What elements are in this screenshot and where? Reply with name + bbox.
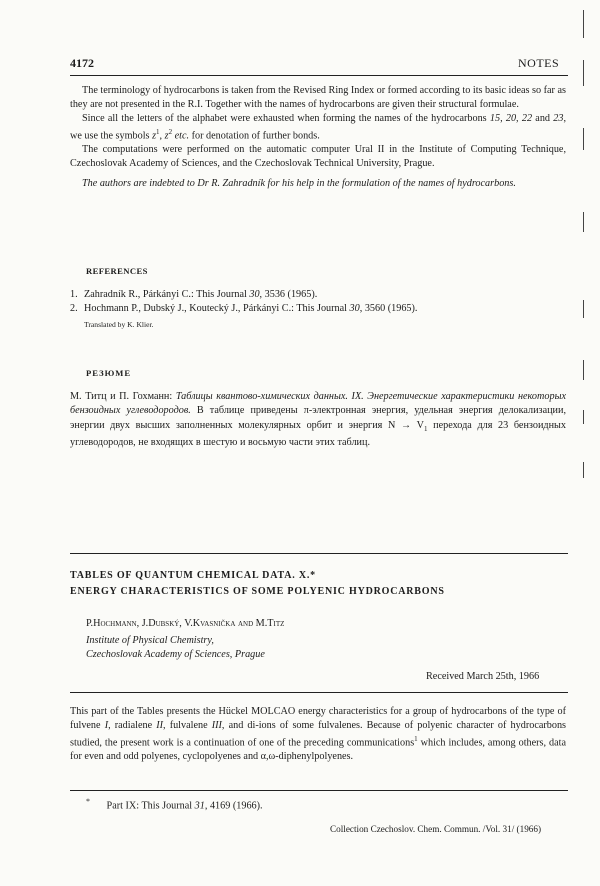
scan-edge-mark (583, 360, 584, 380)
intro-paragraph-2: Since all the letters of the alphabet were exhausted when forming the names of the hydrocarbons 15, 20, 22 and 23, we use the symbols $z^1$, $z^2$ etc. for denotation of further bonds. (70, 112, 566, 142)
article-rule (70, 553, 568, 554)
scan-edge-mark (583, 60, 584, 86)
scan-edge-mark (583, 128, 584, 150)
footnote: * Part IX: This Journal 31, 4169 (1966). (86, 797, 263, 812)
scan-edge-mark (583, 212, 584, 232)
scan-edge-mark (583, 10, 584, 38)
article-affiliation: Institute of Physical Chemistry, Czechoslovak Academy of Sciences, Prague (86, 635, 265, 660)
scan-edge-mark (583, 300, 584, 318)
scan-edge-mark (583, 462, 584, 478)
references-heading: REFERENCES (86, 266, 148, 276)
page-number: 4172 (70, 56, 94, 70)
article-title: TABLES OF QUANTUM CHEMICAL DATA. X.* ENERGY CHARACTERISTICS OF SOME POLYENIC HYDROCARBONS (70, 570, 445, 597)
resume-text: М. Титц и П. Гохманн: Таблицы квантово-химических данных. IX. Энергетические характеристики некоторых бензоидных углеводородов. В таблице приведены π-электронная энергия, удельная энергия делокализации, энергии двух высших заполненных молекулярных орбит и энергия $N \to V_1$ перехода для 23 бензоидных углеводородов, не входящих в шестую и восьмую части этих таблиц. (70, 391, 566, 449)
acknowledgement: The authors are indebted to Dr R. Zahradník for his help in the formulation of the names of hydrocarbons. (82, 177, 516, 189)
article-abstract: This part of the Tables presents the Hückel MOLCAO energy characteristics for a group of hydrocarbons of the type of fulvene I, radialene II, fulvalene III, and di-ions of some fulvalenes. Because of polyenic character of hydrocarbons studied, the present work is a continuation of one of the preceding communications$^1$ which includes, among others, data for even and odd polyenes, cyclopolyenes and α,ω-diphenylpolyenes. (70, 706, 566, 763)
footnote-rule (70, 790, 568, 791)
reference-item: 2. Hochmann P., Dubský J., Koutecký J., Párkányi C.: This Journal 30, 3560 (1965). (70, 303, 418, 314)
intro-text (70, 84, 566, 191)
scan-edge-mark (583, 410, 584, 424)
abstract-rule (70, 692, 568, 693)
translator-note: Translated by K. Klier. (84, 320, 154, 329)
resume-heading: РЕЗЮМЕ (86, 368, 132, 378)
article-authors: P.Hochmann, J.Dubský, V.Kvasnička and M.Titz (86, 618, 285, 629)
received-date: Received March 25th, 1966 (426, 671, 540, 682)
reference-item: 1. Zahradník R., Párkányi C.: This Journal 30, 3536 (1965). (70, 289, 318, 300)
journal-footer: Collection Czechoslov. Chem. Commun. /Vol. 31/ (1966) (330, 824, 542, 834)
section-name: NOTES (518, 56, 560, 70)
intro-paragraph-1: The terminology of hydrocarbons is taken from the Revised Ring Index or formed according to its basic ideas so far as they are not presented in the R.I. Together with the names of hydrocarbons are given their structural formulae. (70, 85, 566, 110)
intro-paragraph-3: The computations were performed on the automatic computer Ural II in the Institute of Computing Technique, Czechoslovak Academy of Sciences, and the Czechoslovak Technical University, Prague. (70, 144, 566, 169)
header-rule (70, 75, 568, 76)
reference-list (70, 288, 566, 332)
